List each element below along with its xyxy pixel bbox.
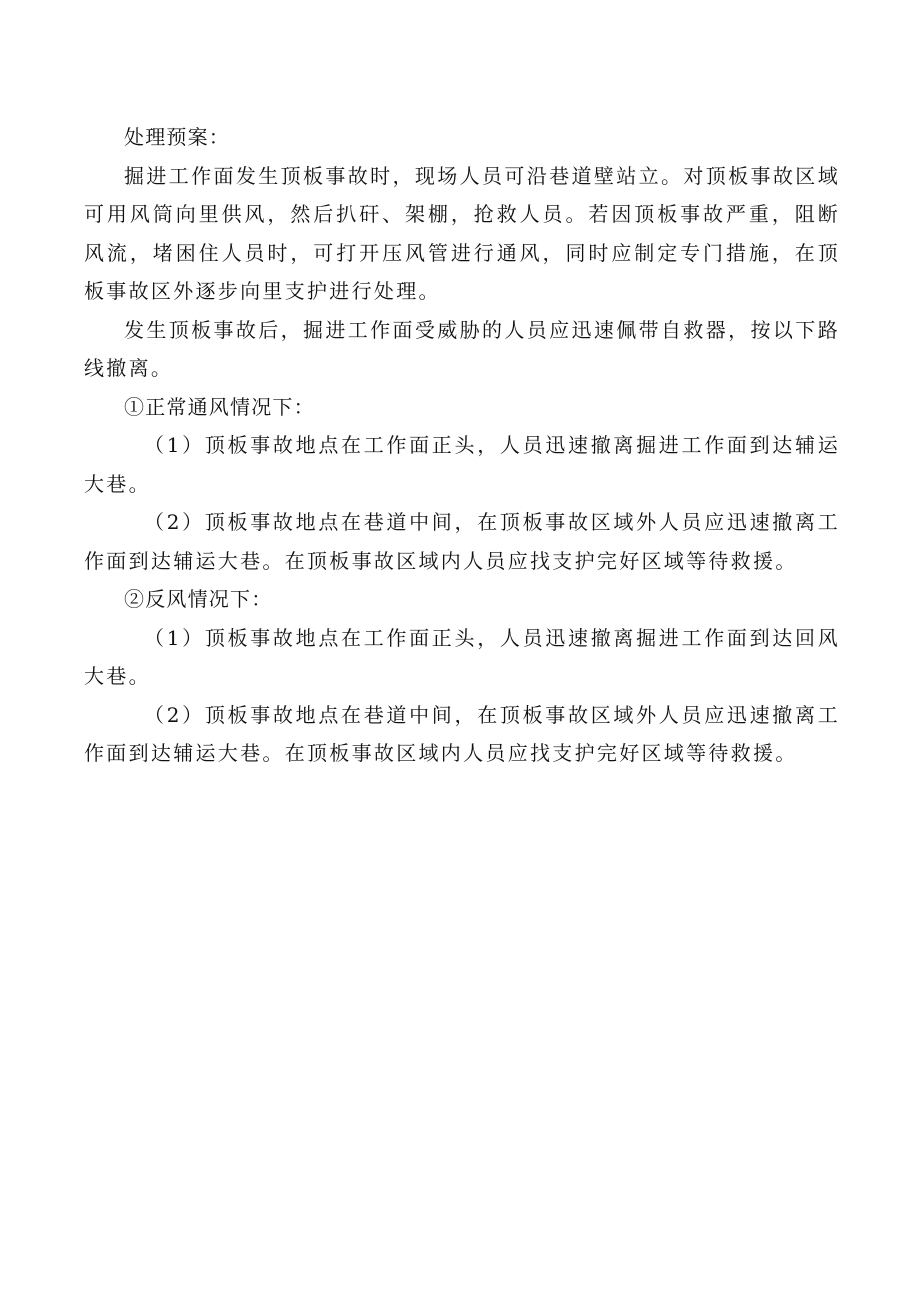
- paragraph-roof-accident-response: 掘进工作面发生顶板事故时，现场人员可沿巷道壁站立。对顶板事故区域可用风筒向里供风，然后扒矸、架棚，抢救人员。若因顶板事故严重，阻断风流，堵困住人员时，可打开压风管进行通风，同时应制定专门措施，在顶板事故区外逐步向里支护进行处理。: [84, 163, 840, 303]
- reverse-ventilation-item-2: （2）顶板事故地点在巷道中间，在顶板事故区域外人员应迅速撤离工作面到达辅运大巷。在顶板事故区域内人员应找支护完好区域等待救援。: [84, 702, 840, 765]
- normal-ventilation-item-2: （2）顶板事故地点在巷道中间，在顶板事故区域外人员应迅速撤离工作面到达辅运大巷。在顶板事故区域内人员应找支护完好区域等待救援。: [84, 510, 840, 573]
- section-normal-ventilation-title: ①正常通风情况下：: [124, 394, 315, 419]
- section-reverse-ventilation-title: ②反风情况下：: [124, 587, 273, 611]
- normal-ventilation-item-1: （1）顶板事故地点在工作面正头，人员迅速撤离掘进工作面到达辅运大巷。: [84, 433, 840, 496]
- paragraph-evacuation-intro: 发生顶板事故后，掘进工作面受威胁的人员应迅速佩带自救器，按以下路线撤离。: [84, 317, 840, 380]
- section-heading: 处理预案：: [124, 125, 230, 149]
- reverse-ventilation-item-1: （1）顶板事故地点在工作面正头，人员迅速撤离掘进工作面到达回风大巷。: [84, 625, 840, 688]
- document-body: [84, 118, 840, 773]
